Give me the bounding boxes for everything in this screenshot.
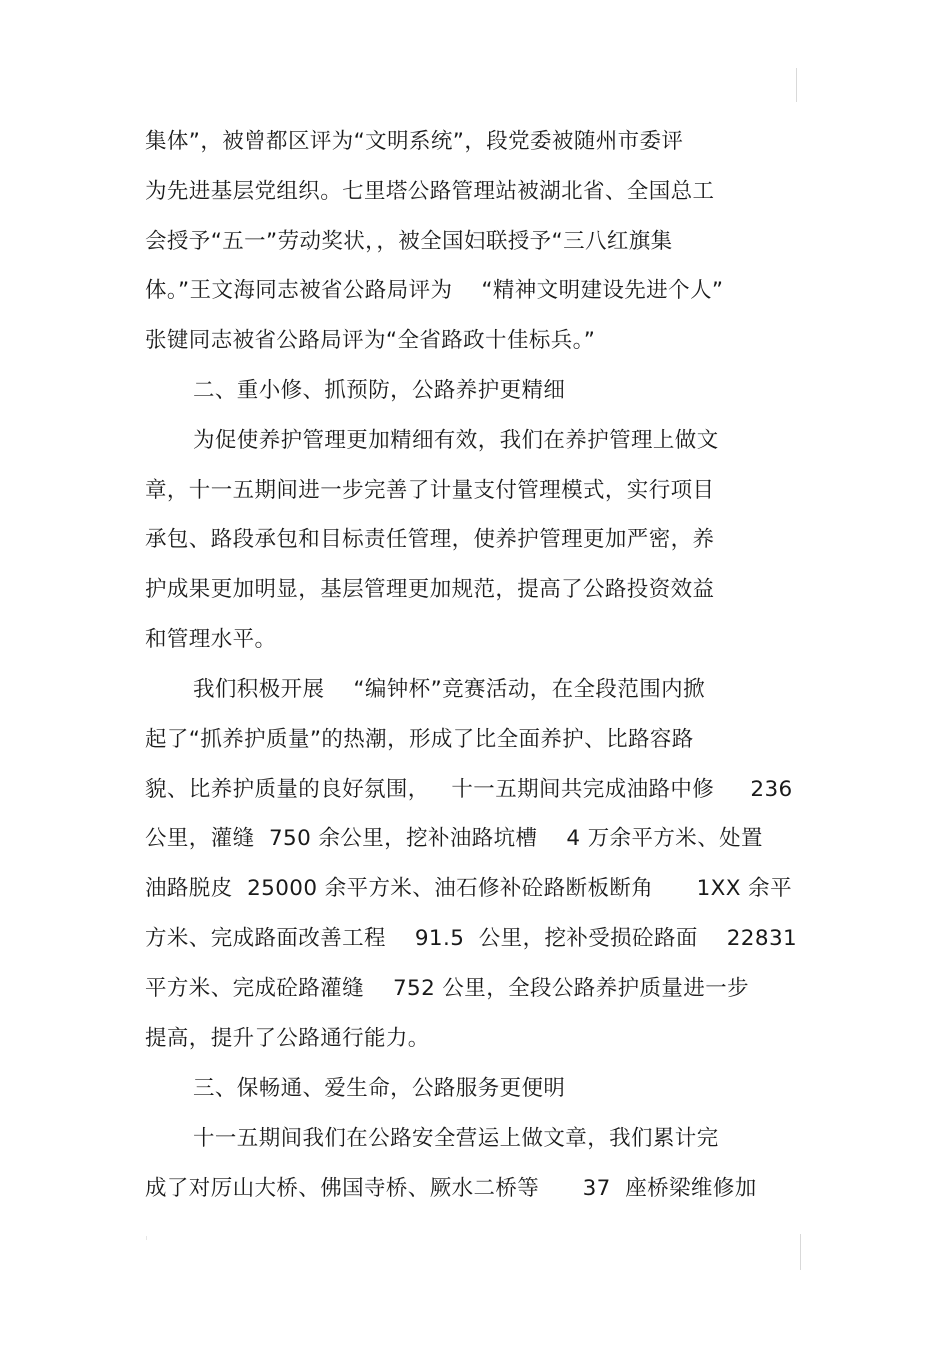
- text-line: 貌、比养护质量的良好氛围， 十一五期间共完成油路中修 236: [145, 777, 793, 802]
- text-line: 为先进基层党组织。七里塔公路管理站被湖北省、全国总工: [145, 179, 715, 204]
- text-line: 护成果更加明显，基层管理更加规范，提高了公路投资效益: [145, 577, 715, 602]
- text-line: 公里，灌缝 750 余公里，挖补油路坑槽 4 万余平方米、处置: [145, 826, 763, 851]
- text-line: 成了对厉山大桥、佛国寺桥、厥水二桥等 37 座桥梁维修加: [145, 1176, 757, 1201]
- text-line: 体。”王文海同志被省公路局评为 “精神文明建设先进个人”: [145, 278, 724, 303]
- text-line: 油路脱皮 25000 余平方米、油石修补砼路断板断角 1XX 余平: [145, 876, 792, 901]
- page-edge-mark: [146, 1236, 147, 1240]
- text-line: 提高，提升了公路通行能力。: [145, 1026, 430, 1051]
- text-line: 集体”，被曾都区评为“文明系统”，段党委被随州市委评: [145, 129, 684, 154]
- text-line: 承包、路段承包和目标责任管理，使养护管理更加严密，养: [145, 527, 715, 552]
- text-line: 和管理水平。: [145, 627, 277, 652]
- section-heading: 三、保畅通、爱生命，公路服务更便明: [193, 1076, 566, 1101]
- text-line: 十一五期间我们在公路安全营运上做文章，我们累计完: [193, 1126, 719, 1151]
- page-edge-mark: [796, 68, 797, 102]
- text-line: 方米、完成路面改善工程 91.5 公里，挖补受损砼路面 22831: [145, 926, 798, 951]
- text-line: 平方米、完成砼路灌缝 752 公里，全段公路养护质量进一步: [145, 976, 750, 1001]
- text-line: 会授予“五一”劳动奖状，，被全国妇联授予“三八红旗集: [145, 229, 673, 254]
- text-line: 我们积极开展 “编钟杯”竞赛活动，在全段范围内掀: [193, 677, 705, 702]
- section-heading: 二、重小修、抓预防，公路养护更精细: [193, 378, 566, 403]
- text-line: 张键同志被省公路局评为“全省路政十佳标兵。”: [145, 328, 596, 353]
- text-line: 为促使养护管理更加精细有效，我们在养护管理上做文: [193, 428, 719, 453]
- text-line: 起了“抓养护质量”的热潮，形成了比全面养护、比路容路: [145, 727, 694, 752]
- page-edge-mark: [800, 1234, 801, 1270]
- text-line: 章，十一五期间进一步完善了计量支付管理模式，实行项目: [145, 478, 715, 503]
